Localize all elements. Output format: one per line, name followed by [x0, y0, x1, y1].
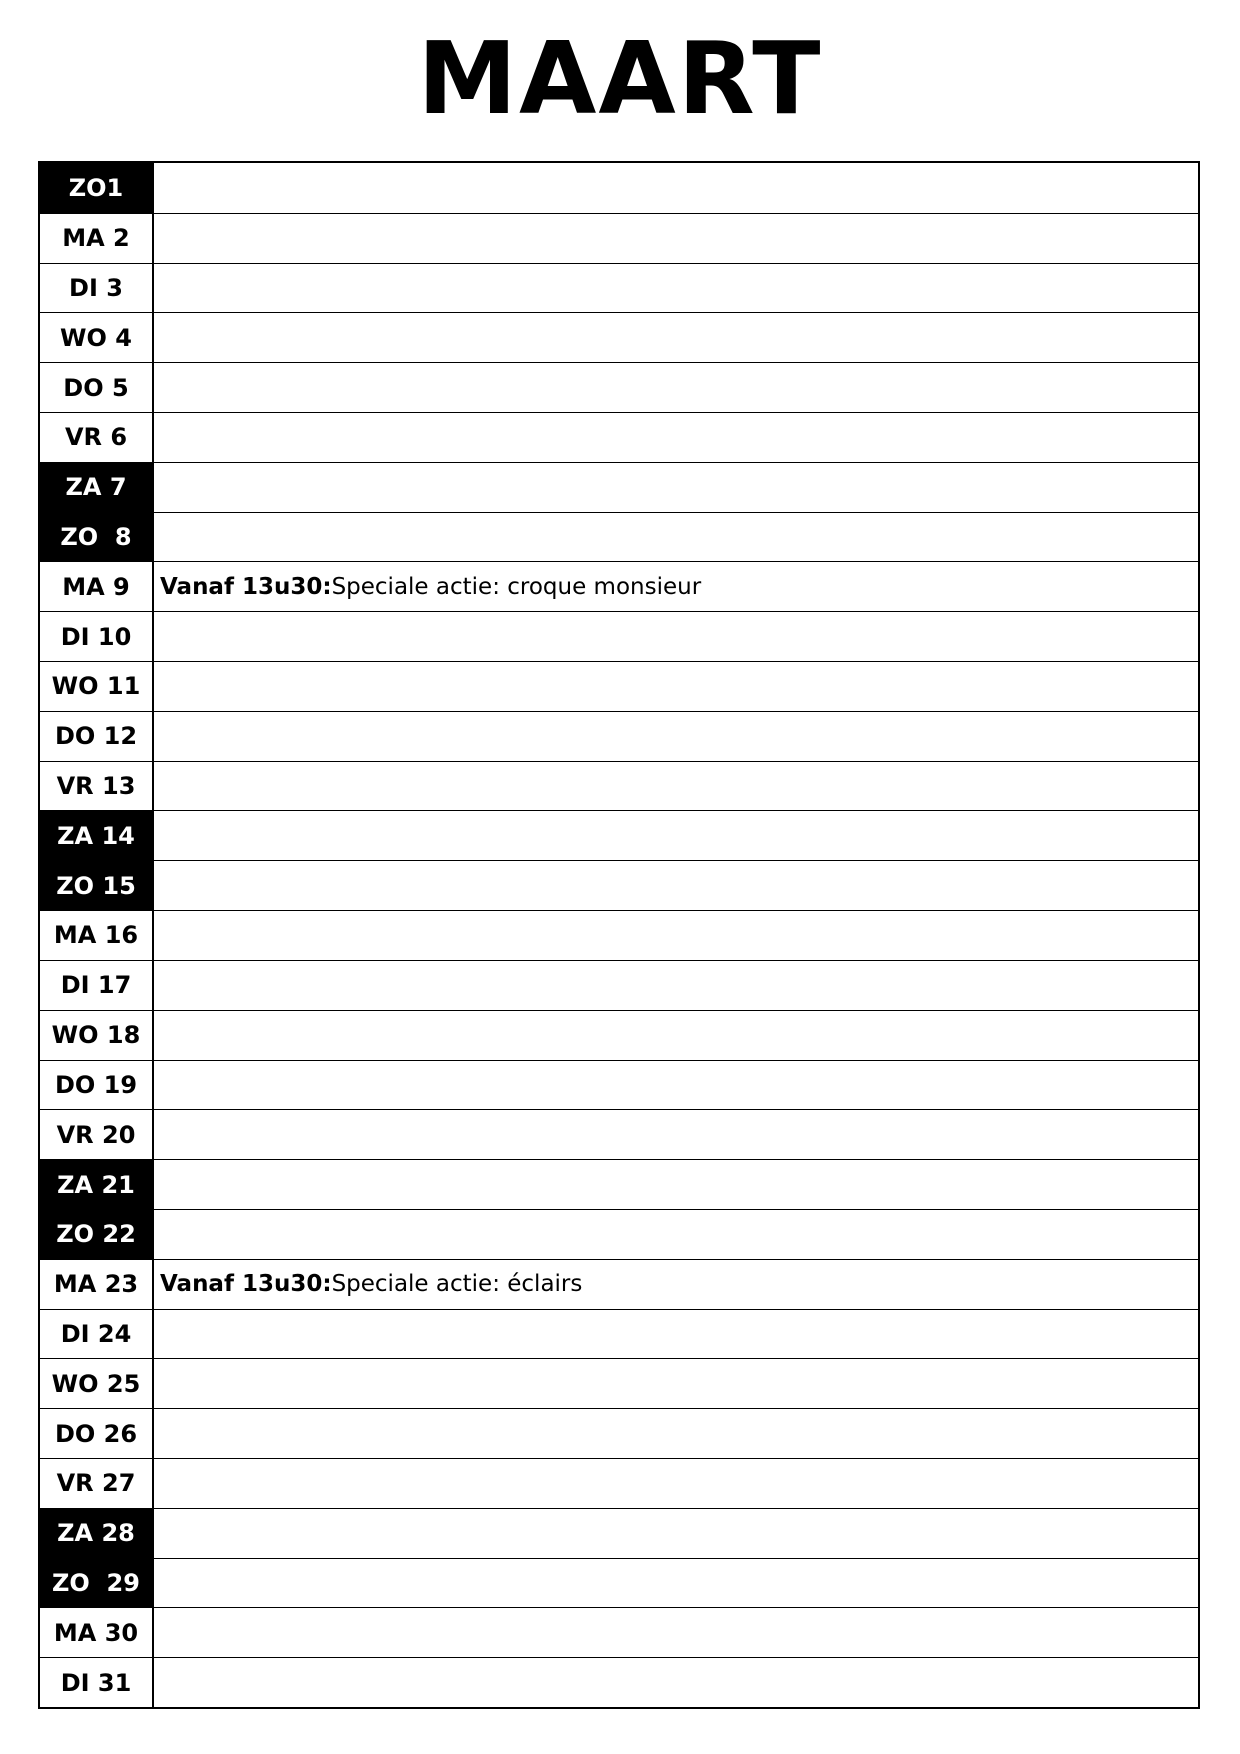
day-label: MA 9	[40, 562, 154, 611]
day-note-cell	[154, 1459, 1198, 1508]
day-label: DI 17	[40, 961, 154, 1010]
calendar-row	[40, 263, 1198, 313]
day-label: MA 30	[40, 1608, 154, 1657]
day-note-cell	[154, 1559, 1198, 1608]
day-label: VR 27	[40, 1459, 154, 1508]
day-label: DO 12	[40, 712, 154, 761]
day-label: ZA 7	[40, 463, 154, 512]
calendar-row	[40, 1060, 1198, 1110]
day-label: DO 19	[40, 1061, 154, 1110]
day-note-cell	[154, 1011, 1198, 1060]
calendar-row	[40, 412, 1198, 462]
calendar-row	[40, 1408, 1198, 1458]
day-label: DI 3	[40, 264, 154, 313]
day-note-cell	[154, 811, 1198, 860]
day-note-cell	[154, 1061, 1198, 1110]
day-note-cell	[154, 1409, 1198, 1458]
calendar-row	[40, 163, 1198, 213]
calendar-row	[40, 661, 1198, 711]
day-note-cell	[154, 1160, 1198, 1209]
calendar-row	[40, 312, 1198, 362]
page-title: MAART	[417, 20, 823, 137]
calendar-row	[40, 1458, 1198, 1508]
note-text: Speciale actie: croque monsieur	[331, 573, 702, 600]
day-label: VR 6	[40, 413, 154, 462]
day-label: WO 18	[40, 1011, 154, 1060]
day-note-cell	[154, 463, 1198, 512]
note-time: Vanaf 13u30:	[160, 573, 332, 600]
day-label: WO 4	[40, 313, 154, 362]
day-note-cell	[154, 861, 1198, 910]
day-note-cell	[154, 762, 1198, 811]
day-note-cell	[154, 911, 1198, 960]
calendar-row	[40, 1657, 1198, 1707]
day-note-cell	[154, 163, 1198, 213]
day-note-cell	[154, 513, 1198, 562]
day-label: ZA 21	[40, 1160, 154, 1209]
calendar-row	[40, 910, 1198, 960]
day-label: DI 10	[40, 612, 154, 661]
day-label: ZA 14	[40, 811, 154, 860]
day-note-cell	[154, 214, 1198, 263]
day-note-cell	[154, 363, 1198, 412]
day-note-cell	[154, 961, 1198, 1010]
day-note-cell	[154, 1509, 1198, 1558]
calendar-row	[40, 761, 1198, 811]
day-note-cell	[154, 264, 1198, 313]
day-label: MA 16	[40, 911, 154, 960]
calendar-row	[40, 213, 1198, 263]
note-time: Vanaf 13u30:	[160, 1271, 332, 1298]
day-note-cell	[154, 1310, 1198, 1359]
day-label: DI 31	[40, 1658, 154, 1707]
day-label: MA 2	[40, 214, 154, 263]
day-label: ZO 29	[40, 1559, 154, 1608]
day-note-cell	[154, 1210, 1198, 1259]
calendar-row	[40, 1159, 1198, 1209]
calendar-row	[40, 1508, 1198, 1558]
note-text: Speciale actie: éclairs	[331, 1271, 583, 1298]
calendar-row	[40, 1558, 1198, 1608]
day-note-cell	[154, 712, 1198, 761]
calendar-row	[40, 561, 1198, 611]
calendar-row	[40, 810, 1198, 860]
calendar-row	[40, 1010, 1198, 1060]
calendar-row	[40, 960, 1198, 1010]
day-label: ZO1	[40, 163, 154, 213]
day-note-cell	[154, 313, 1198, 362]
calendar-row	[40, 512, 1198, 562]
calendar-row	[40, 362, 1198, 412]
day-note-cell	[154, 1260, 1198, 1309]
calendar-row	[40, 611, 1198, 661]
calendar-table	[38, 161, 1200, 1709]
day-label: ZO 22	[40, 1210, 154, 1259]
day-note-cell	[154, 1110, 1198, 1159]
day-label: ZO 15	[40, 861, 154, 910]
day-note-cell	[154, 1658, 1198, 1707]
day-label: VR 13	[40, 762, 154, 811]
day-note-cell	[154, 662, 1198, 711]
day-label: WO 25	[40, 1359, 154, 1408]
calendar-row	[40, 860, 1198, 910]
day-label: DO 5	[40, 363, 154, 412]
calendar-row	[40, 711, 1198, 761]
calendar-row	[40, 1607, 1198, 1657]
calendar-row	[40, 1309, 1198, 1359]
day-label: MA 23	[40, 1260, 154, 1309]
day-label: ZO 8	[40, 513, 154, 562]
calendar-row	[40, 1358, 1198, 1408]
day-note-cell	[154, 562, 1198, 611]
calendar-row	[40, 1109, 1198, 1159]
day-note-cell	[154, 1608, 1198, 1657]
day-label: ZA 28	[40, 1509, 154, 1558]
day-label: DO 26	[40, 1409, 154, 1458]
day-label: DI 24	[40, 1310, 154, 1359]
day-note-cell	[154, 413, 1198, 462]
day-note-cell	[154, 612, 1198, 661]
calendar-row	[40, 462, 1198, 512]
day-label: WO 11	[40, 662, 154, 711]
day-note-cell	[154, 1359, 1198, 1408]
calendar-row	[40, 1209, 1198, 1259]
day-label: VR 20	[40, 1110, 154, 1159]
calendar-row	[40, 1259, 1198, 1309]
